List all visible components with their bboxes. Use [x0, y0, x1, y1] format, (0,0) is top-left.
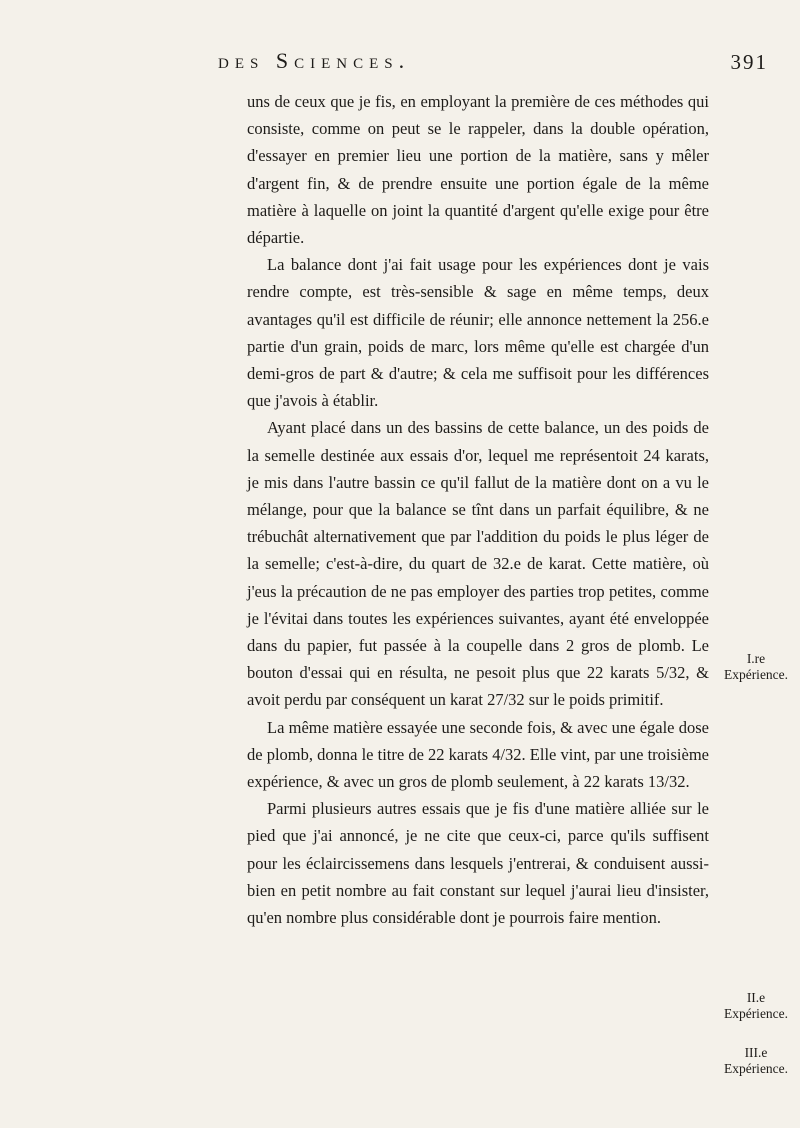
paragraph-3: Ayant placé dans un des bassins de cette balance, un des poids de la semelle destinée aux essais d'or, lequel me représentoit 24 karats, je mis dans l'autre bassin ce qu'il fallut de la matière dont on a vu le mélange, pour que la balance se tînt dans un parfait équilibre, & ne trébuchât alternativement que par l'addition du poids le plus léger de la semelle; c'est-à-dire, du quart de 32.e de karat. Cette matière, où j'eus la précaution de ne pas employer des parties trop petites, comme je l'évitai dans toutes les expériences suivantes, ayant été enveloppée dans du papier, fut passée à la coupelle dans 2 gros de plomb. Le bouton d'essai qui en résulta, ne pesoit plus que 22 karats 5/32, & avoit perdu par conséquent un karat 27/32 sur le poids primitif. [247, 418, 709, 710]
page-header [218, 44, 768, 84]
page-number: 391 [730, 50, 768, 74]
paragraph-5: Parmi plusieurs autres essais que je fis d'une matière alliée sur le pied que j'ai annoncé, je ne cite que ceux-ci, parce qu'ils suffisent pour les éclaircissemens dans lesquels j'entrerai, & conduisent aussi-bien en petit nombre au fait constant sur lequel j'aurai lieu d'insister, qu'en nombre plus considérable dont je pourrois faire mention. [247, 799, 709, 928]
body-text [247, 88, 709, 931]
paragraph-1: uns de ceux que je fis, en employant la première de ces méthodes qui consiste, comme on peut se le rappeler, dans la double opération, d'essayer en premier lieu une portion de la matière, sans y mêler d'argent fin, & de prendre ensuite une portion égale de la même matière à laquelle on joint la quantité d'argent qu'elle exige pour être départie. [247, 92, 709, 248]
marginal-note-first-experiment: I.re Expérience. [723, 651, 789, 682]
marginal-note-third-experiment: III.e Expérience. [723, 1045, 789, 1076]
marginal-note-second-experiment: II.e Expérience. [723, 990, 789, 1021]
paragraph-2: La balance dont j'ai fait usage pour les expériences dont je vais rendre compte, est très-sensible & sage en même temps, deux avantages qu'il est difficile de réunir; elle annonce nettement la 256.e partie d'un grain, poids de marc, lors même qu'elle est chargée d'un demi-gros de part & d'autre; & cela me suffisoit pour les différences que j'avois à établir. [247, 255, 709, 411]
running-head: des Sciences. [218, 48, 411, 73]
paragraph-4: La même matière essayée une seconde fois, & avec une égale dose de plomb, donna le titre de 22 karats 4/32. Elle vint, par une troisième expérience, & avec un gros de plomb seulement, à 22 karats 13/32. [247, 717, 709, 792]
